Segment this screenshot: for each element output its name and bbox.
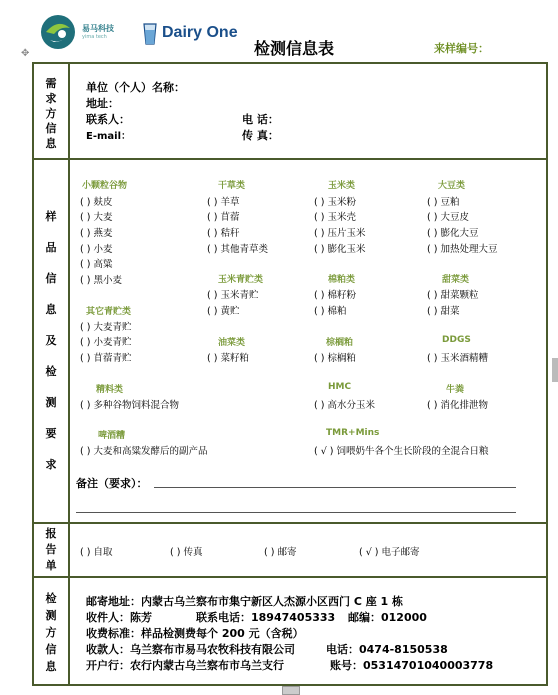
checkbox-option[interactable]: ( ) 玉米粉 <box>314 197 356 208</box>
contact-field[interactable]: 联系人： <box>86 113 130 126</box>
report-option-pickup[interactable]: ( ) 自取 <box>80 547 113 558</box>
checkbox-option[interactable]: ( ) 羊草 <box>207 197 240 208</box>
payee: 收款人：乌兰察布市易马农牧科技有限公司 <box>86 643 295 656</box>
address-field[interactable]: 地址： <box>86 97 119 110</box>
mailing-address: 邮寄地址：内蒙古乌兰察布市集宁新区人杰源小区西门 C 座 1 栋 <box>86 595 404 608</box>
checkbox-option[interactable]: ( ) 玉米酒精糟 <box>427 353 488 364</box>
category-title: 棕榈粕 <box>326 338 354 348</box>
checkbox-option[interactable]: ( ) 膨化玉米 <box>314 244 366 255</box>
checkbox-option[interactable]: ( ) 大麦青贮 <box>80 322 132 333</box>
category-title: 大豆类 <box>438 181 466 191</box>
checkbox-option[interactable]: ( ) 高粱 <box>80 259 113 270</box>
category-title: 棉粕类 <box>328 275 356 285</box>
milk-cup-icon <box>142 22 158 46</box>
bottom-resize-handle[interactable] <box>282 686 300 695</box>
testing-section-label: 检 测 方 信 息 <box>45 592 57 673</box>
category-title: 干草类 <box>218 181 246 191</box>
checkbox-option[interactable]: ( ) 玉米壳 <box>314 212 356 223</box>
checkbox-option[interactable]: ( ) 小麦青贮 <box>80 337 132 348</box>
yima-logo-icon <box>40 14 76 50</box>
side-scroll-handle[interactable] <box>552 358 558 382</box>
category-title: TMR+Mins <box>326 428 380 438</box>
checkbox-option[interactable]: ( ) 消化排泄物 <box>427 400 488 411</box>
phone-field[interactable]: 电 话： <box>242 113 279 126</box>
checkbox-option[interactable]: ( ) 大麦和高粱发酵后的副产品 <box>80 446 208 457</box>
report-option-fax[interactable]: ( ) 传真 <box>170 547 203 558</box>
unit-name-field[interactable]: 单位（个人）名称： <box>86 81 185 94</box>
checkbox-option[interactable]: ( ) 苜蓿青贮 <box>80 353 132 364</box>
checkbox-option[interactable]: ( ) 甜菜颗粒 <box>427 290 479 301</box>
checkbox-option[interactable]: ( ) 其他青草类 <box>207 244 268 255</box>
checkbox-option[interactable]: ( ) 大豆皮 <box>427 212 469 223</box>
category-title: DDGS <box>442 335 471 345</box>
checkbox-option[interactable]: ( ) 黑小麦 <box>80 275 122 286</box>
category-title: 其它青贮类 <box>86 307 132 317</box>
divider <box>32 522 548 524</box>
move-handle-icon[interactable]: ✥ <box>21 48 30 59</box>
report-option-mail[interactable]: ( ) 邮寄 <box>264 547 297 558</box>
checkbox-option[interactable]: ( ) 多种谷物饲料混合物 <box>80 400 179 411</box>
contact-phone: 联系电话：18947405333 <box>196 611 336 624</box>
divider <box>32 576 548 578</box>
checkbox-option[interactable]: ( ) 棕榈粕 <box>314 353 356 364</box>
checkbox-option[interactable]: ( ) 燕麦 <box>80 228 113 239</box>
category-title: 油菜类 <box>218 338 246 348</box>
checkbox-option[interactable]: ( ) 秸秆 <box>207 228 240 239</box>
category-title: 甜菜类 <box>442 275 470 285</box>
category-title: 玉米青贮类 <box>218 275 264 285</box>
fee-standard: 收费标准：样品检测费每个 200 元（含税） <box>86 627 304 640</box>
divider <box>32 158 548 160</box>
category-title: 牛粪 <box>446 385 465 395</box>
yima-logo-text: 易马科技 <box>82 24 114 33</box>
checkbox-option-checked[interactable]: ( √ ) 饲喂奶牛各个生长阶段的全混合日粮 <box>314 446 489 457</box>
sample-section-label: 样 品 信 息 及 检 测 要 求 <box>45 210 57 471</box>
category-title: 小颗粒谷物 <box>82 181 128 191</box>
checkbox-option[interactable]: ( ) 麸皮 <box>80 197 113 208</box>
checkbox-option[interactable]: ( ) 玉米青贮 <box>207 290 259 301</box>
report-section-label: 报 告 单 <box>45 527 57 572</box>
column-divider <box>68 62 70 686</box>
sample-number-label: 来样编号： <box>434 42 489 55</box>
remarks-label: 备注（要求）： <box>76 477 148 490</box>
category-title: 啤酒糟 <box>98 431 126 441</box>
postal-code: 邮编：012000 <box>348 611 427 624</box>
checkbox-option[interactable]: ( ) 加热处理大豆 <box>427 244 498 255</box>
yima-logo-subtext: yima tech <box>82 34 107 40</box>
demand-section-label: 需 求 方 信 息 <box>45 77 57 150</box>
recipient: 收件人：陈芳 <box>86 611 152 624</box>
checkbox-option[interactable]: ( ) 甜菜 <box>427 306 460 317</box>
category-title: HMC <box>328 382 352 392</box>
remarks-input-line[interactable] <box>154 487 516 488</box>
fax-field[interactable]: 传 真： <box>242 129 279 142</box>
checkbox-option[interactable]: ( ) 苜蓿 <box>207 212 240 223</box>
dairy-one-logo-text: Dairy One <box>162 24 238 41</box>
bank: 开户行：农行内蒙古乌兰察布市乌兰支行 <box>86 659 284 672</box>
checkbox-option[interactable]: ( ) 棉粕 <box>314 306 347 317</box>
checkbox-option[interactable]: ( ) 大麦 <box>80 212 113 223</box>
checkbox-option[interactable]: ( ) 黄贮 <box>207 306 240 317</box>
report-option-email[interactable]: ( √ ) 电子邮寄 <box>359 547 420 558</box>
yima-logo <box>40 14 140 50</box>
checkbox-option[interactable]: ( ) 棉籽粉 <box>314 290 356 301</box>
remarks-input-line[interactable] <box>76 512 516 513</box>
checkbox-option[interactable]: ( ) 高水分玉米 <box>314 400 375 411</box>
email-field[interactable]: E-mail： <box>86 131 132 142</box>
page-title: 检测信息表 <box>254 39 335 58</box>
payee-phone: 电话：0474-8150538 <box>326 643 448 656</box>
category-title: 精料类 <box>96 385 124 395</box>
checkbox-option[interactable]: ( ) 小麦 <box>80 244 113 255</box>
category-title: 玉米类 <box>328 181 356 191</box>
checkbox-option[interactable]: ( ) 菜籽粕 <box>207 353 249 364</box>
checkbox-option[interactable]: ( ) 膨化大豆 <box>427 228 479 239</box>
account-number: 账号：05314701040003778 <box>330 659 494 672</box>
checkbox-option[interactable]: ( ) 压片玉米 <box>314 228 366 239</box>
checkbox-option[interactable]: ( ) 豆粕 <box>427 197 460 208</box>
